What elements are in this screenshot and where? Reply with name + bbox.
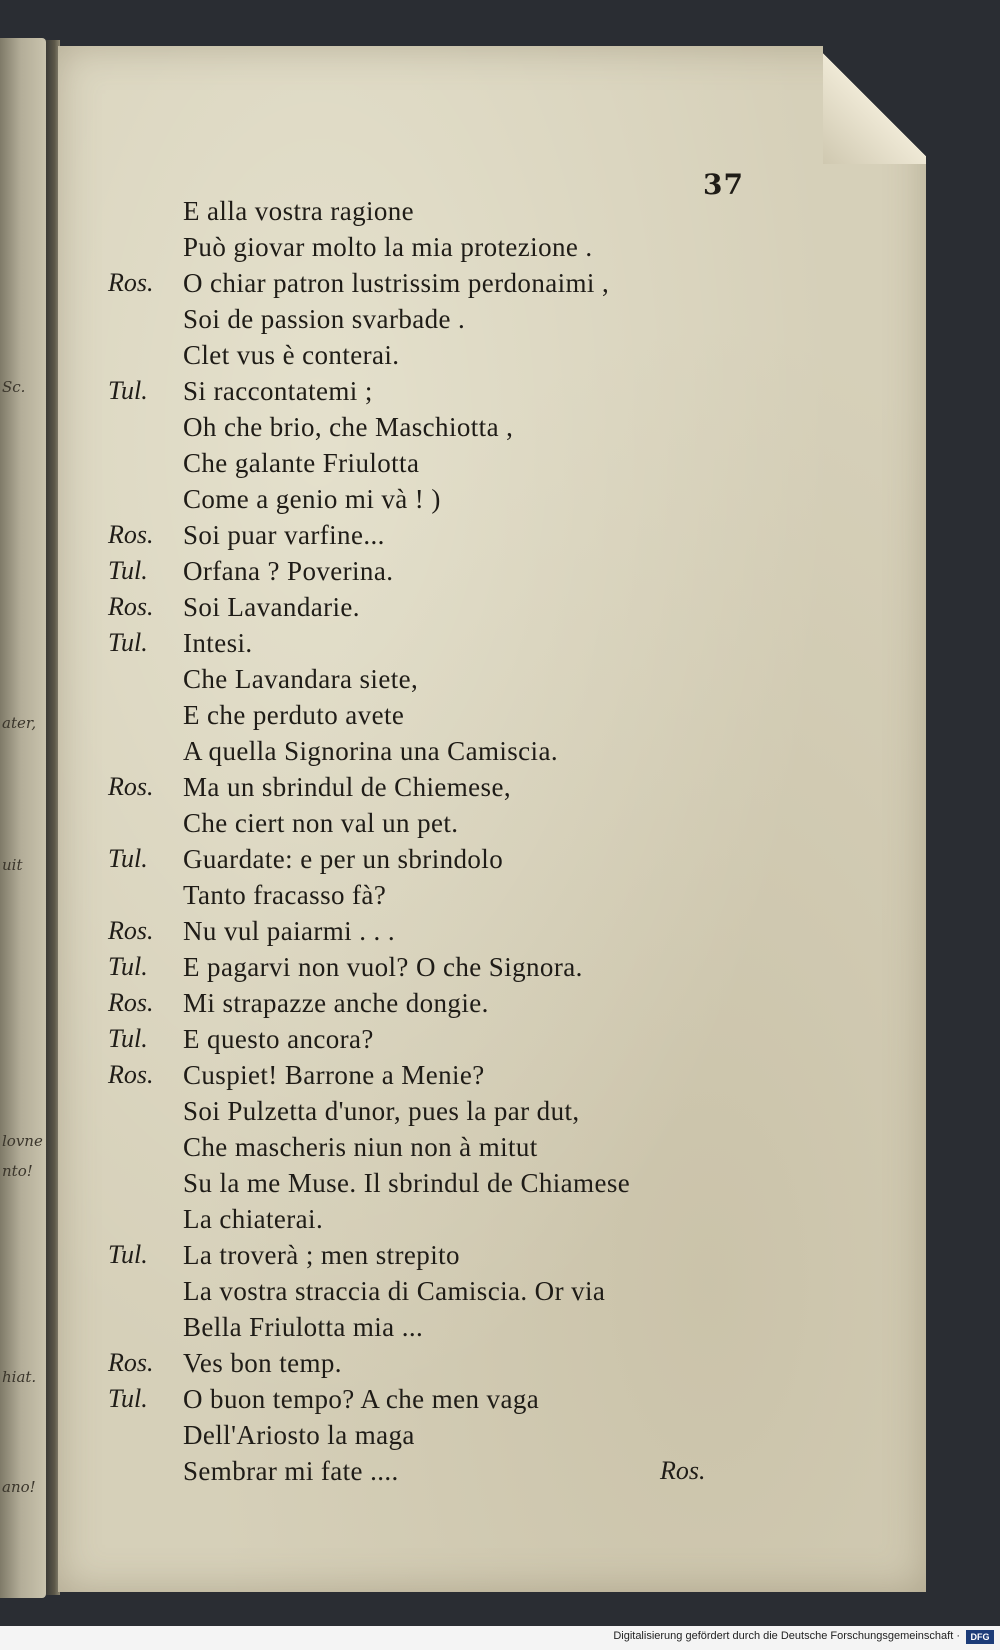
dfg-logo: DFG xyxy=(966,1630,994,1644)
speaker-label: Tul. xyxy=(108,376,148,405)
verse-line xyxy=(0,1024,1000,1062)
verse-text: Guardate: e per un sbrindolo xyxy=(183,844,504,874)
verse-line xyxy=(0,1276,1000,1314)
verse-text: Bella Friulotta mia ... xyxy=(183,1312,424,1342)
speaker-label: Tul. xyxy=(108,556,148,585)
verse-text: O chiar patron lustrissim perdonaimi , xyxy=(183,268,610,298)
verse-line xyxy=(0,844,1000,882)
verse-line xyxy=(0,520,1000,558)
verse-line xyxy=(0,1096,1000,1134)
speaker-label: Tul. xyxy=(108,844,148,873)
footer-bar xyxy=(0,1626,1000,1650)
speaker-label: Tul. xyxy=(108,1240,148,1269)
verse-text: A quella Signorina una Camiscia. xyxy=(183,736,558,766)
verse-text: Ves bon temp. xyxy=(183,1348,342,1378)
verse-line xyxy=(0,412,1000,450)
verse-text: Che galante Friulotta xyxy=(183,448,420,478)
verse-line xyxy=(0,736,1000,774)
verse-line xyxy=(0,916,1000,954)
folded-corner xyxy=(823,46,926,164)
verse-text: E pagarvi non vuol? O che Signora. xyxy=(183,952,583,982)
verse-line xyxy=(0,592,1000,630)
speaker-label: Ros. xyxy=(108,268,154,297)
verse-text: Oh che brio, che Maschiotta , xyxy=(183,412,514,442)
verse-line xyxy=(0,340,1000,378)
verse-line xyxy=(0,1456,1000,1494)
verse-line xyxy=(0,988,1000,1026)
left-page-fragment: Sc. xyxy=(2,378,26,396)
verse-text: La troverà ; men strepito xyxy=(183,1240,460,1270)
verse-line xyxy=(0,232,1000,270)
speaker-label: Ros. xyxy=(108,772,154,801)
verse-text: La vostra straccia di Camiscia. Or via xyxy=(183,1276,606,1306)
verse-text: Sembrar mi fate .... xyxy=(183,1456,399,1486)
verse-line xyxy=(0,628,1000,666)
verse-text: Cuspiet! Barrone a Menie? xyxy=(183,1060,485,1090)
verse-line xyxy=(0,1240,1000,1278)
verse-text: Che mascheris niun non à mitut xyxy=(183,1132,538,1162)
verse-text: Soi puar varfine... xyxy=(183,520,385,550)
verse-line xyxy=(0,1060,1000,1098)
verse-line xyxy=(0,376,1000,414)
funding-credit: Digitalisierung gefördert durch die Deutsche Forschungsgemeinschaft · xyxy=(613,1630,960,1642)
verse-text: Orfana ? Poverina. xyxy=(183,556,394,586)
left-page-fragment: uit xyxy=(2,856,23,874)
verse-line xyxy=(0,268,1000,306)
verse-line xyxy=(0,1312,1000,1350)
speaker-label: Ros. xyxy=(108,988,154,1017)
verse-text: Nu vul paiarmi . . . xyxy=(183,916,395,946)
verse-text: O buon tempo? A che men vaga xyxy=(183,1384,540,1414)
speaker-label: Ros. xyxy=(108,1060,154,1089)
verse-text: La chiaterai. xyxy=(183,1204,324,1234)
verse-text: E che perduto avete xyxy=(183,700,405,730)
left-page-fragment: lovne xyxy=(2,1132,43,1150)
verse-line xyxy=(0,196,1000,234)
verse-text: Intesi. xyxy=(183,628,253,658)
verse-text: Può giovar molto la mia protezione . xyxy=(183,232,593,262)
speaker-label: Ros. xyxy=(108,916,154,945)
verse-text: Ma un sbrindul de Chiemese, xyxy=(183,772,511,802)
speaker-label: Tul. xyxy=(108,952,148,981)
speaker-label: Ros. xyxy=(108,1348,154,1377)
verse-text: E alla vostra ragione xyxy=(183,196,415,226)
verse-line xyxy=(0,556,1000,594)
left-page-fragment: ater, xyxy=(2,714,37,732)
verse-text: Che ciert non val un pet. xyxy=(183,808,459,838)
verse-line xyxy=(0,1132,1000,1170)
verse-line xyxy=(0,772,1000,810)
verse-text: Soi Lavandarie. xyxy=(183,592,360,622)
verse-line xyxy=(0,1420,1000,1458)
verse-line xyxy=(0,808,1000,846)
verse-line xyxy=(0,1348,1000,1386)
left-page-fragment: nto! xyxy=(2,1162,33,1180)
verse-text: Mi strapazze anche dongie. xyxy=(183,988,489,1018)
verse-line xyxy=(0,952,1000,990)
verse-text: Dell'Ariosto la maga xyxy=(183,1420,415,1450)
speaker-label: Ros. xyxy=(108,520,154,549)
verse-text: E questo ancora? xyxy=(183,1024,374,1054)
left-page-fragment: ano! xyxy=(2,1478,36,1496)
left-page-fragment: hiat. xyxy=(2,1368,37,1386)
verse-text: Come a genio mi và ! ) xyxy=(183,484,441,514)
verse-text: Soi de passion svarbade . xyxy=(183,304,466,334)
verse-text: Su la me Muse. Il sbrindul de Chiamese xyxy=(183,1168,631,1198)
verse-line xyxy=(0,484,1000,522)
verse-line xyxy=(0,700,1000,738)
verse-line xyxy=(0,448,1000,486)
verse-line xyxy=(0,1384,1000,1422)
verse-text: Tanto fracasso fà? xyxy=(183,880,387,910)
verse-line xyxy=(0,664,1000,702)
catchword: Ros. xyxy=(660,1456,706,1485)
speaker-label: Tul. xyxy=(108,628,148,657)
speaker-label: Tul. xyxy=(108,1384,148,1413)
verse-line xyxy=(0,1168,1000,1206)
verse-text: Si raccontatemi ; xyxy=(183,376,373,406)
speaker-label: Tul. xyxy=(108,1024,148,1053)
verse-text: Clet vus è conterai. xyxy=(183,340,400,370)
page-number: 37 xyxy=(703,168,744,201)
verse-line xyxy=(0,304,1000,342)
verse-text: Soi Pulzetta d'unor, pues la par dut, xyxy=(183,1096,580,1126)
verse-text: Che Lavandara siete, xyxy=(183,664,419,694)
speaker-label: Ros. xyxy=(108,592,154,621)
verse-line xyxy=(0,880,1000,918)
verse-line xyxy=(0,1204,1000,1242)
